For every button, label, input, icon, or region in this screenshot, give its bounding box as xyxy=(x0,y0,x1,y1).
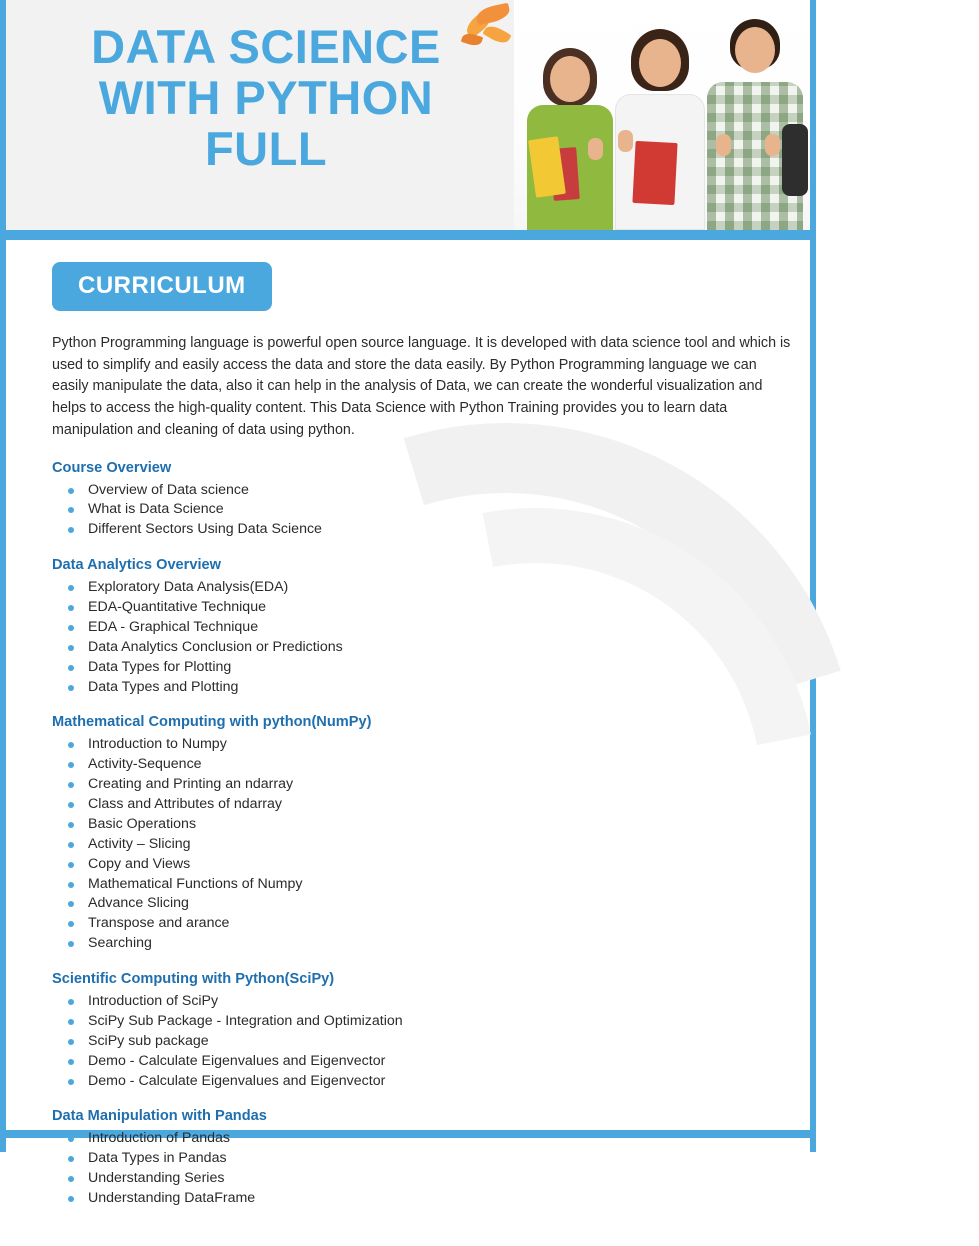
list-item: EDA-Quantitative Technique xyxy=(58,598,776,617)
list-item: Introduction of SciPy xyxy=(58,992,776,1011)
section-course-overview xyxy=(52,460,776,540)
student-middle xyxy=(606,25,714,230)
list-item: Understanding DataFrame xyxy=(58,1189,776,1208)
section-title: Scientific Computing with Python(SciPy) xyxy=(52,971,335,988)
list-item: Copy and Views xyxy=(58,855,776,874)
list-item: Data Analytics Conclusion or Predictions xyxy=(58,638,776,657)
page-title xyxy=(6,22,526,174)
list-item: Transpose and arance xyxy=(58,914,776,933)
list-item: Searching xyxy=(58,934,776,953)
list-item: Demo - Calculate Eigenvalues and Eigenvector xyxy=(58,1052,776,1071)
list-item: SciPy sub package xyxy=(58,1032,776,1051)
section-title: Data Manipulation with Pandas xyxy=(52,1108,267,1125)
list-item: Introduction to Numpy xyxy=(58,735,776,754)
section-pandas xyxy=(52,1108,776,1208)
content-area xyxy=(6,248,810,1207)
section-numpy xyxy=(52,714,776,953)
header-spacer xyxy=(6,240,810,248)
title-line-3: FULL xyxy=(204,121,328,175)
list-item: Class and Attributes of ndarray xyxy=(58,795,776,814)
section-title: Data Analytics Overview xyxy=(52,557,221,574)
list-item: Data Types in Pandas xyxy=(58,1149,776,1168)
list-item: Activity-Sequence xyxy=(58,755,776,774)
list-item: Activity – Slicing xyxy=(58,835,776,854)
intro-paragraph: Python Programming language is powerful open source language. It is developed with data science tool and which is used to simplify and easily access the data and store the data easily. By Python Programming language we can easily manipulate the data, also it can help in the analysis of Data, we can create the wonderful visualization and helps to access the high-quality content. This Data Science with Python Training provides you to learn data manipulation and cleaning of data using python. xyxy=(52,335,791,438)
list-item: Data Types for Plotting xyxy=(58,658,776,677)
list-item: Understanding Series xyxy=(58,1169,776,1188)
list-item: Different Sectors Using Data Science xyxy=(58,520,776,539)
list-item: Data Types and Plotting xyxy=(58,678,776,697)
section-item-list xyxy=(58,735,776,953)
list-item: What is Data Science xyxy=(58,500,776,519)
section-data-analytics-overview xyxy=(52,557,776,696)
list-item: Basic Operations xyxy=(58,815,776,834)
header-banner xyxy=(6,0,810,230)
list-item: Introduction of Pandas xyxy=(58,1129,776,1148)
header-divider xyxy=(6,230,810,240)
list-item: Overview of Data science xyxy=(58,481,776,500)
list-item: Advance Slicing xyxy=(58,894,776,913)
title-line-1: DATA SCIENCE xyxy=(91,20,441,73)
list-item: Creating and Printing an ndarray xyxy=(58,775,776,794)
curriculum-badge: CURRICULUM xyxy=(52,262,272,311)
title-line-2: WITH PYTHON xyxy=(98,70,434,124)
list-item: SciPy Sub Package - Integration and Optimization xyxy=(58,1012,776,1031)
list-item: EDA - Graphical Technique xyxy=(58,618,776,637)
section-title: Mathematical Computing with python(NumPy) xyxy=(52,714,372,731)
list-item: Demo - Calculate Eigenvalues and Eigenvector xyxy=(58,1072,776,1091)
section-item-list xyxy=(58,578,776,696)
section-item-list xyxy=(58,992,776,1090)
section-item-list xyxy=(58,1129,776,1208)
section-scipy xyxy=(52,971,776,1090)
student-right xyxy=(700,15,810,230)
section-item-list xyxy=(58,481,776,540)
section-title: Course Overview xyxy=(52,459,172,476)
list-item: Exploratory Data Analysis(EDA) xyxy=(58,578,776,597)
students-photo xyxy=(514,0,810,230)
list-item: Mathematical Functions of Numpy xyxy=(58,875,776,894)
